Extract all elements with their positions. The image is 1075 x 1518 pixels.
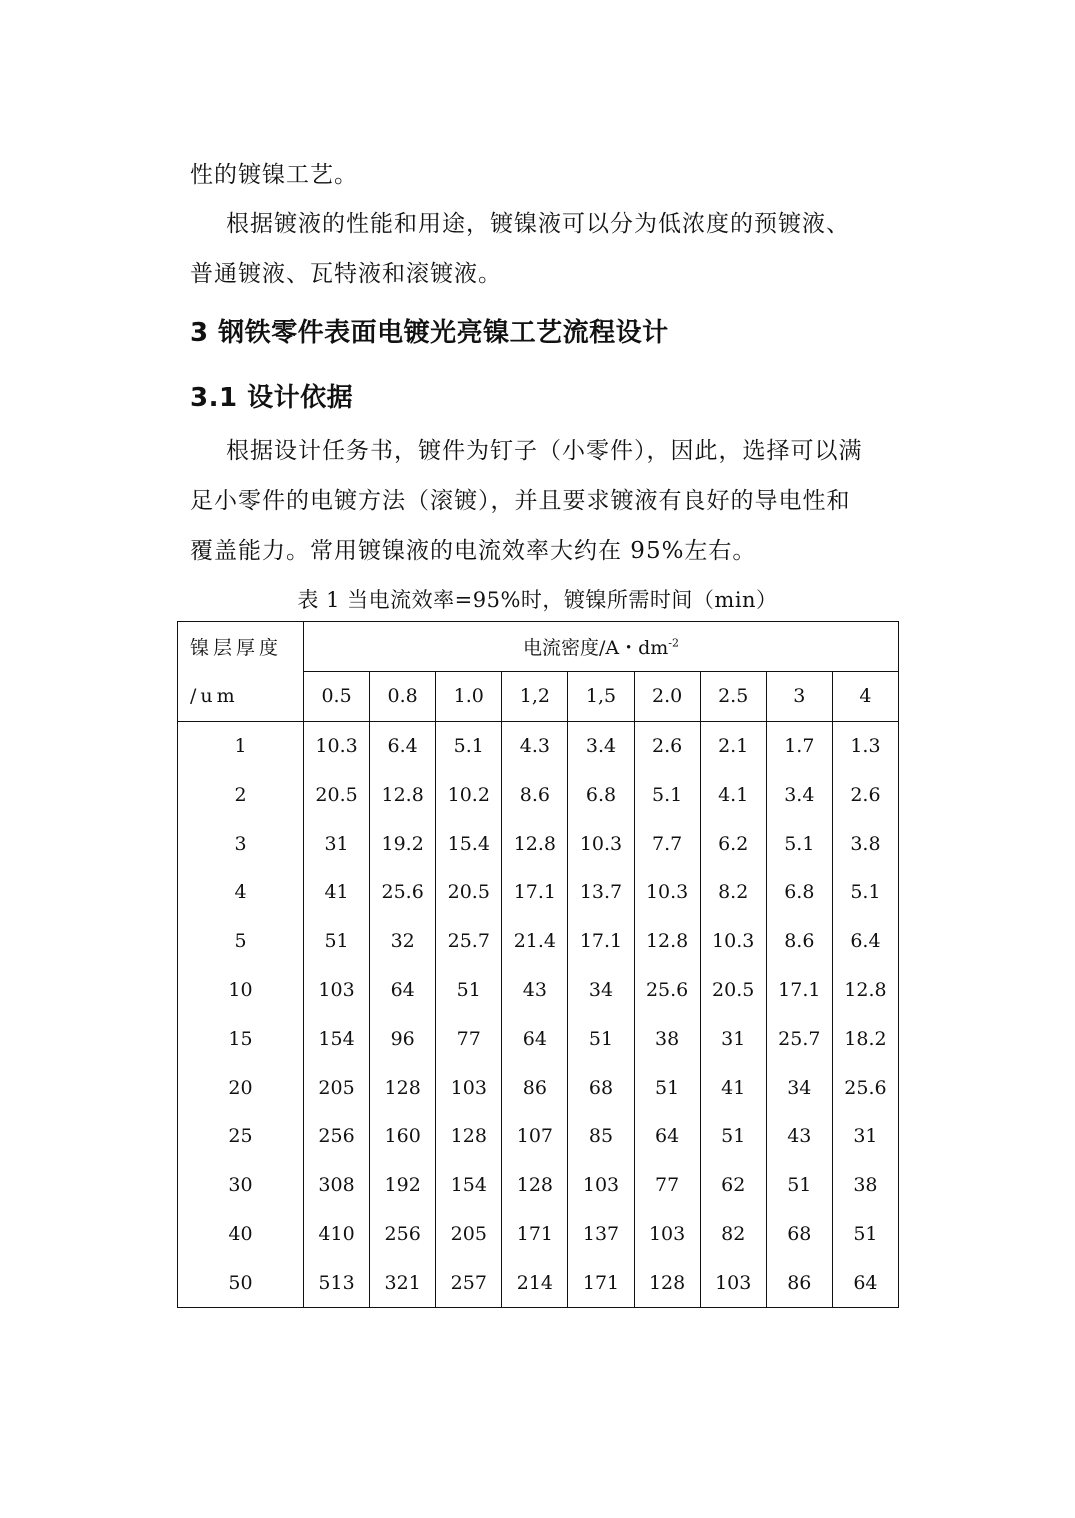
time-value-cell: 4.3 <box>502 721 568 770</box>
time-value-cell: 2.1 <box>700 721 766 770</box>
row-header-unit-label: /um <box>178 671 304 721</box>
time-value-cell: 20.5 <box>700 966 766 1015</box>
time-value-cell: 160 <box>370 1112 436 1161</box>
time-value-cell: 41 <box>700 1063 766 1112</box>
time-value-cell: 96 <box>370 1014 436 1063</box>
table-row <box>178 868 899 917</box>
time-value-cell: 31 <box>832 1112 898 1161</box>
time-value-cell: 154 <box>304 1014 370 1063</box>
table-row <box>178 966 899 1015</box>
time-value-cell: 51 <box>436 966 502 1015</box>
time-value-cell: 82 <box>700 1210 766 1259</box>
time-value-cell: 103 <box>304 966 370 1015</box>
time-value-cell: 4.1 <box>700 770 766 819</box>
thickness-cell: 40 <box>178 1210 304 1259</box>
thickness-cell: 2 <box>178 770 304 819</box>
paragraph-line: 覆盖能力。常用镀镍液的电流效率大约在 95%左右。 <box>190 538 757 564</box>
column-group-header <box>304 622 899 672</box>
time-value-cell: 5.1 <box>832 868 898 917</box>
density-header-cell: 1,5 <box>568 671 634 721</box>
thickness-cell: 25 <box>178 1112 304 1161</box>
time-value-cell: 12.8 <box>832 966 898 1015</box>
thickness-cell: 4 <box>178 868 304 917</box>
time-value-cell: 8.6 <box>502 770 568 819</box>
time-value-cell: 308 <box>304 1161 370 1210</box>
table-row <box>178 1063 899 1112</box>
time-value-cell: 25.6 <box>370 868 436 917</box>
paragraph-plating-solution-types <box>190 199 890 299</box>
thickness-cell: 50 <box>178 1258 304 1307</box>
plating-time-table <box>177 621 899 1308</box>
time-value-cell: 8.2 <box>700 868 766 917</box>
table-row <box>178 721 899 770</box>
time-value-cell: 6.2 <box>700 819 766 868</box>
time-value-cell: 3.8 <box>832 819 898 868</box>
time-value-cell: 5.1 <box>766 819 832 868</box>
time-value-cell: 15.4 <box>436 819 502 868</box>
paragraph-line: 普通镀液、瓦特液和滚镀液。 <box>190 261 502 287</box>
density-header-cell: 0.8 <box>370 671 436 721</box>
thickness-cell: 30 <box>178 1161 304 1210</box>
section-heading-3-1: 3.1 设计依据 <box>190 383 354 413</box>
time-value-cell: 107 <box>502 1112 568 1161</box>
time-value-cell: 51 <box>304 917 370 966</box>
time-value-cell: 31 <box>304 819 370 868</box>
time-value-cell: 256 <box>304 1112 370 1161</box>
thickness-cell: 3 <box>178 819 304 868</box>
density-header-cell: 2.0 <box>634 671 700 721</box>
time-value-cell: 6.4 <box>832 917 898 966</box>
time-value-cell: 6.4 <box>370 721 436 770</box>
time-value-cell: 51 <box>766 1161 832 1210</box>
table-row <box>178 917 899 966</box>
table-row <box>178 1258 899 1307</box>
current-density-label: 电流密度/A・dm <box>522 636 669 659</box>
time-value-cell: 2.6 <box>634 721 700 770</box>
time-value-cell: 38 <box>634 1014 700 1063</box>
time-value-cell: 13.7 <box>568 868 634 917</box>
time-value-cell: 192 <box>370 1161 436 1210</box>
table-row <box>178 1161 899 1210</box>
section-heading-3: 3 钢铁零件表面电镀光亮镍工艺流程设计 <box>190 318 669 348</box>
time-value-cell: 25.6 <box>832 1063 898 1112</box>
time-value-cell: 18.2 <box>832 1014 898 1063</box>
paragraph-line: 足小零件的电镀方法（滚镀），并且要求镀液有良好的导电性和 <box>190 488 851 514</box>
time-value-cell: 513 <box>304 1258 370 1307</box>
time-value-cell: 171 <box>568 1258 634 1307</box>
time-value-cell: 41 <box>304 868 370 917</box>
time-value-cell: 43 <box>766 1112 832 1161</box>
time-value-cell: 10.3 <box>304 721 370 770</box>
table-row <box>178 1014 899 1063</box>
time-value-cell: 77 <box>436 1014 502 1063</box>
time-value-cell: 137 <box>568 1210 634 1259</box>
density-header-cell: 1,2 <box>502 671 568 721</box>
time-value-cell: 17.1 <box>502 868 568 917</box>
time-value-cell: 1.3 <box>832 721 898 770</box>
time-value-cell: 5.1 <box>634 770 700 819</box>
density-header-cell: 2.5 <box>700 671 766 721</box>
time-value-cell: 103 <box>700 1258 766 1307</box>
density-header-cell: 3 <box>766 671 832 721</box>
time-value-cell: 8.6 <box>766 917 832 966</box>
time-value-cell: 128 <box>502 1161 568 1210</box>
time-value-cell: 10.2 <box>436 770 502 819</box>
time-value-cell: 10.3 <box>634 868 700 917</box>
time-value-cell: 128 <box>436 1112 502 1161</box>
time-value-cell: 31 <box>700 1014 766 1063</box>
time-value-cell: 128 <box>634 1258 700 1307</box>
table-caption: 表 1 当电流效率=95%时，镀镍所需时间（min） <box>297 588 778 612</box>
time-value-cell: 2.6 <box>832 770 898 819</box>
time-value-cell: 20.5 <box>304 770 370 819</box>
time-value-cell: 86 <box>502 1063 568 1112</box>
time-value-cell: 171 <box>502 1210 568 1259</box>
time-value-cell: 25.6 <box>634 966 700 1015</box>
time-value-cell: 205 <box>436 1210 502 1259</box>
table-row <box>178 770 899 819</box>
time-value-cell: 68 <box>766 1210 832 1259</box>
time-value-cell: 86 <box>766 1258 832 1307</box>
time-value-cell: 68 <box>568 1063 634 1112</box>
density-header-cell: 4 <box>832 671 898 721</box>
time-value-cell: 85 <box>568 1112 634 1161</box>
time-value-cell: 34 <box>766 1063 832 1112</box>
time-value-cell: 257 <box>436 1258 502 1307</box>
time-value-cell: 17.1 <box>766 966 832 1015</box>
table-header-row <box>178 622 899 672</box>
time-value-cell: 103 <box>568 1161 634 1210</box>
table-row <box>178 819 899 868</box>
time-value-cell: 321 <box>370 1258 436 1307</box>
time-value-cell: 3.4 <box>568 721 634 770</box>
time-value-cell: 7.7 <box>634 819 700 868</box>
thickness-cell: 15 <box>178 1014 304 1063</box>
table-row <box>178 1210 899 1259</box>
time-value-cell: 154 <box>436 1161 502 1210</box>
time-value-cell: 20.5 <box>436 868 502 917</box>
density-header-cell: 0.5 <box>304 671 370 721</box>
density-header-cell: 1.0 <box>436 671 502 721</box>
paragraph-line: 根据镀液的性能和用途，镀镍液可以分为低浓度的预镀液、 <box>226 211 850 237</box>
time-value-cell: 205 <box>304 1063 370 1112</box>
time-value-cell: 5.1 <box>436 721 502 770</box>
time-value-cell: 10.3 <box>568 819 634 868</box>
time-value-cell: 64 <box>502 1014 568 1063</box>
time-value-cell: 256 <box>370 1210 436 1259</box>
time-value-cell: 10.3 <box>700 917 766 966</box>
thickness-cell: 20 <box>178 1063 304 1112</box>
row-header-thickness-label: 镍层厚度 <box>178 622 304 672</box>
time-value-cell: 103 <box>634 1210 700 1259</box>
thickness-cell: 5 <box>178 917 304 966</box>
time-value-cell: 51 <box>568 1014 634 1063</box>
time-value-cell: 12.8 <box>370 770 436 819</box>
time-value-cell: 77 <box>634 1161 700 1210</box>
time-value-cell: 25.7 <box>766 1014 832 1063</box>
time-value-cell: 3.4 <box>766 770 832 819</box>
table-density-row <box>178 671 899 721</box>
time-value-cell: 32 <box>370 917 436 966</box>
time-value-cell: 38 <box>832 1161 898 1210</box>
time-value-cell: 64 <box>634 1112 700 1161</box>
time-value-cell: 410 <box>304 1210 370 1259</box>
thickness-cell: 10 <box>178 966 304 1015</box>
table-row <box>178 1112 899 1161</box>
paragraph-line: 根据设计任务书，镀件为钉子（小零件），因此，选择可以满 <box>226 438 863 464</box>
thickness-cell: 1 <box>178 721 304 770</box>
time-value-cell: 51 <box>832 1210 898 1259</box>
time-value-cell: 62 <box>700 1161 766 1210</box>
time-value-cell: 21.4 <box>502 917 568 966</box>
time-value-cell: 25.7 <box>436 917 502 966</box>
time-value-cell: 6.8 <box>766 868 832 917</box>
paragraph-continuation: 性的镀镍工艺。 <box>190 162 358 188</box>
time-value-cell: 51 <box>634 1063 700 1112</box>
time-value-cell: 103 <box>436 1063 502 1112</box>
unit-exponent: -2 <box>668 636 680 650</box>
time-value-cell: 34 <box>568 966 634 1015</box>
time-value-cell: 1.7 <box>766 721 832 770</box>
time-value-cell: 43 <box>502 966 568 1015</box>
time-value-cell: 214 <box>502 1258 568 1307</box>
time-value-cell: 64 <box>370 966 436 1015</box>
paragraph-design-basis <box>190 426 890 576</box>
time-value-cell: 12.8 <box>502 819 568 868</box>
time-value-cell: 12.8 <box>634 917 700 966</box>
time-value-cell: 19.2 <box>370 819 436 868</box>
time-value-cell: 64 <box>832 1258 898 1307</box>
time-value-cell: 51 <box>700 1112 766 1161</box>
time-value-cell: 6.8 <box>568 770 634 819</box>
time-value-cell: 128 <box>370 1063 436 1112</box>
time-value-cell: 17.1 <box>568 917 634 966</box>
